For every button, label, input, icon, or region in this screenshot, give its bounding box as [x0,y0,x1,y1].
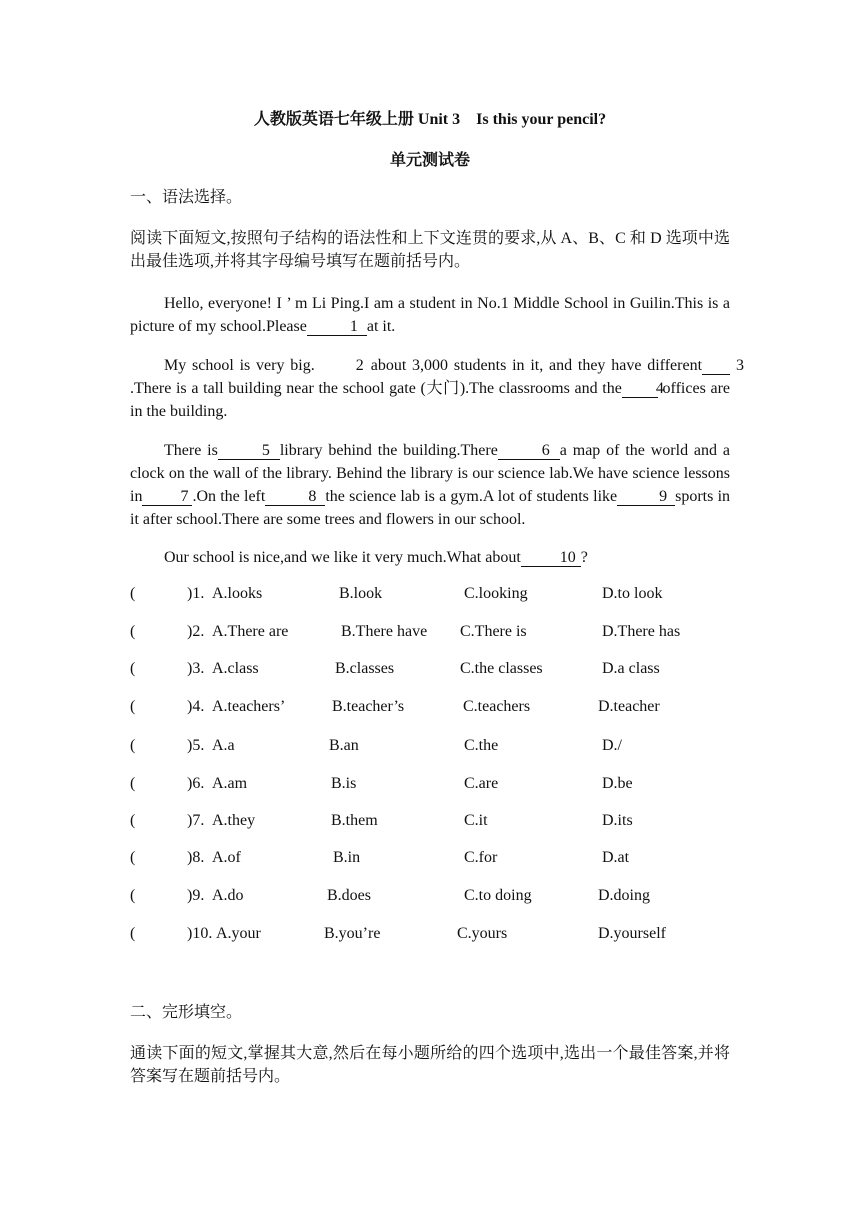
blank-7: 7 [142,488,192,506]
question-number: )2. [187,623,205,640]
option-c: C.are [464,775,499,792]
option-c: C.looking [464,585,528,602]
answer-paren: ( [130,660,136,677]
option-b: B.classes [335,660,395,677]
passage-paragraph-2 [130,354,745,423]
option-c: C.There is [460,623,527,640]
option-a: A.your [216,925,261,942]
option-d: D.to look [602,585,663,602]
passage-text: Hello, everyone! I ’ m Li Ping.I am a student in No.1 Middle School in Guilin.This is a picture of my school.Please [130,295,730,335]
passage-text: at it. [366,318,396,335]
blank-3: 3 [702,357,730,375]
answer-paren: ( [130,737,136,754]
option-a: A.they [212,812,256,829]
option-c: C.for [464,849,498,866]
option-c: C.the classes [460,660,543,677]
option-d: D.yourself [598,925,666,942]
option-c: C.yours [457,925,508,942]
option-a: A.class [212,660,259,677]
passage-text: sports in it after school.There are some trees and flowers in our school. [130,488,731,528]
question-row [130,583,770,605]
option-b: B.is [331,775,357,792]
question-row [130,923,770,945]
passage-text: There is [164,442,218,459]
section2-heading: 二、完形填空。 [130,1004,243,1021]
answer-paren: ( [130,849,136,866]
option-c: C.to doing [464,887,532,904]
answer-paren: ( [130,698,136,715]
option-c: C.the [464,737,499,754]
passage-paragraph-1 [130,292,730,338]
option-a: A.do [212,887,244,904]
option-a: A.looks [212,585,263,602]
option-b: B.you’re [324,925,381,942]
question-row [130,847,770,869]
question-number: )8. [187,849,205,866]
section2-instruction: 通读下面的短文,掌握其大意,然后在每小题所给的四个选项中,选出一个最佳答案,并将答案写在题前括号内。 [130,1045,730,1085]
blank-1: 1 [307,318,367,336]
answer-paren: ( [130,623,136,640]
question-number: )9. [187,887,205,904]
option-d: D./ [602,737,622,754]
blank-6: 6 [498,442,560,460]
question-number: )7. [187,812,205,829]
option-d: D.at [602,849,630,866]
question-number: )3. [187,660,205,677]
option-d: D.be [602,775,633,792]
option-b: B.teacher’s [332,698,405,715]
question-number: )6. [187,775,205,792]
option-d: D.a class [602,660,660,677]
option-d: D.doing [598,887,650,904]
blank-2: 2 [355,357,364,374]
question-number: )1. [187,585,205,602]
question-row [130,885,770,907]
passage-text: library behind the building.There [279,442,498,459]
option-c: C.it [464,812,488,829]
passage-paragraph-4 [130,546,730,569]
passage-text: offices are in the building. [130,380,731,420]
passage-text: My school is very big. [164,357,315,374]
question-number: )4. [187,698,205,715]
passage-text: a map of the world and a clock on the wall of the library. Behind the library is our science lab.We have science lessons in [130,442,730,505]
answer-paren: ( [130,585,136,602]
option-b: B.them [331,812,378,829]
option-d: D.teacher [598,698,660,715]
passage-text: Our school is nice,and we like it very much.What about [164,549,521,566]
option-a: A.There are [212,623,289,640]
option-b: B.There have [341,623,428,640]
question-row [130,621,770,643]
passage-text: about 3,000 students in it, and they have different [370,357,703,374]
option-b: B.an [329,737,359,754]
answer-paren: ( [130,812,136,829]
option-b: B.look [339,585,383,602]
passage-text: the science lab is a gym.A lot of students like [325,488,618,505]
answer-paren: ( [130,775,136,792]
page-title: 人教版英语七年级上册 Unit 3 Is this your pencil? [253,111,607,128]
question-row [130,773,770,795]
option-a: A.a [212,737,235,754]
option-a: A.am [212,775,248,792]
blank-4: 4 [622,380,658,398]
option-a: A.of [212,849,241,866]
option-d: D.its [602,812,633,829]
page-subtitle: 单元测试卷 [389,152,470,169]
passage-text: ? [580,549,588,566]
passage-text: .There is a tall building near the school gate (大门).The classrooms and the [130,380,622,397]
passage-paragraph-3 [130,439,730,531]
answer-paren: ( [130,925,136,942]
question-row [130,735,770,757]
question-row [130,696,770,718]
answer-paren: ( [130,887,136,904]
blank-5: 5 [218,442,280,460]
option-a: A.teachers’ [212,698,286,715]
question-row [130,810,770,832]
section1-instruction: 阅读下面短文,按照句子结构的语法性和上下文连贯的要求,从 A、B、C 和 D 选项中选出最佳选项,并将其字母编号填写在题前括号内。 [130,230,730,270]
option-d: D.There has [602,623,681,640]
option-b: B.does [327,887,371,904]
question-number: )10. [187,925,213,942]
option-b: B.in [333,849,361,866]
section1-heading: 一、语法选择。 [130,189,243,206]
blank-9: 9 [617,488,675,506]
blank-8: 8 [265,488,325,506]
question-row [130,658,770,680]
blank-10: 10 [521,549,581,567]
passage-text: .On the left [192,488,266,505]
option-c: C.teachers [463,698,531,715]
question-number: )5. [187,737,205,754]
